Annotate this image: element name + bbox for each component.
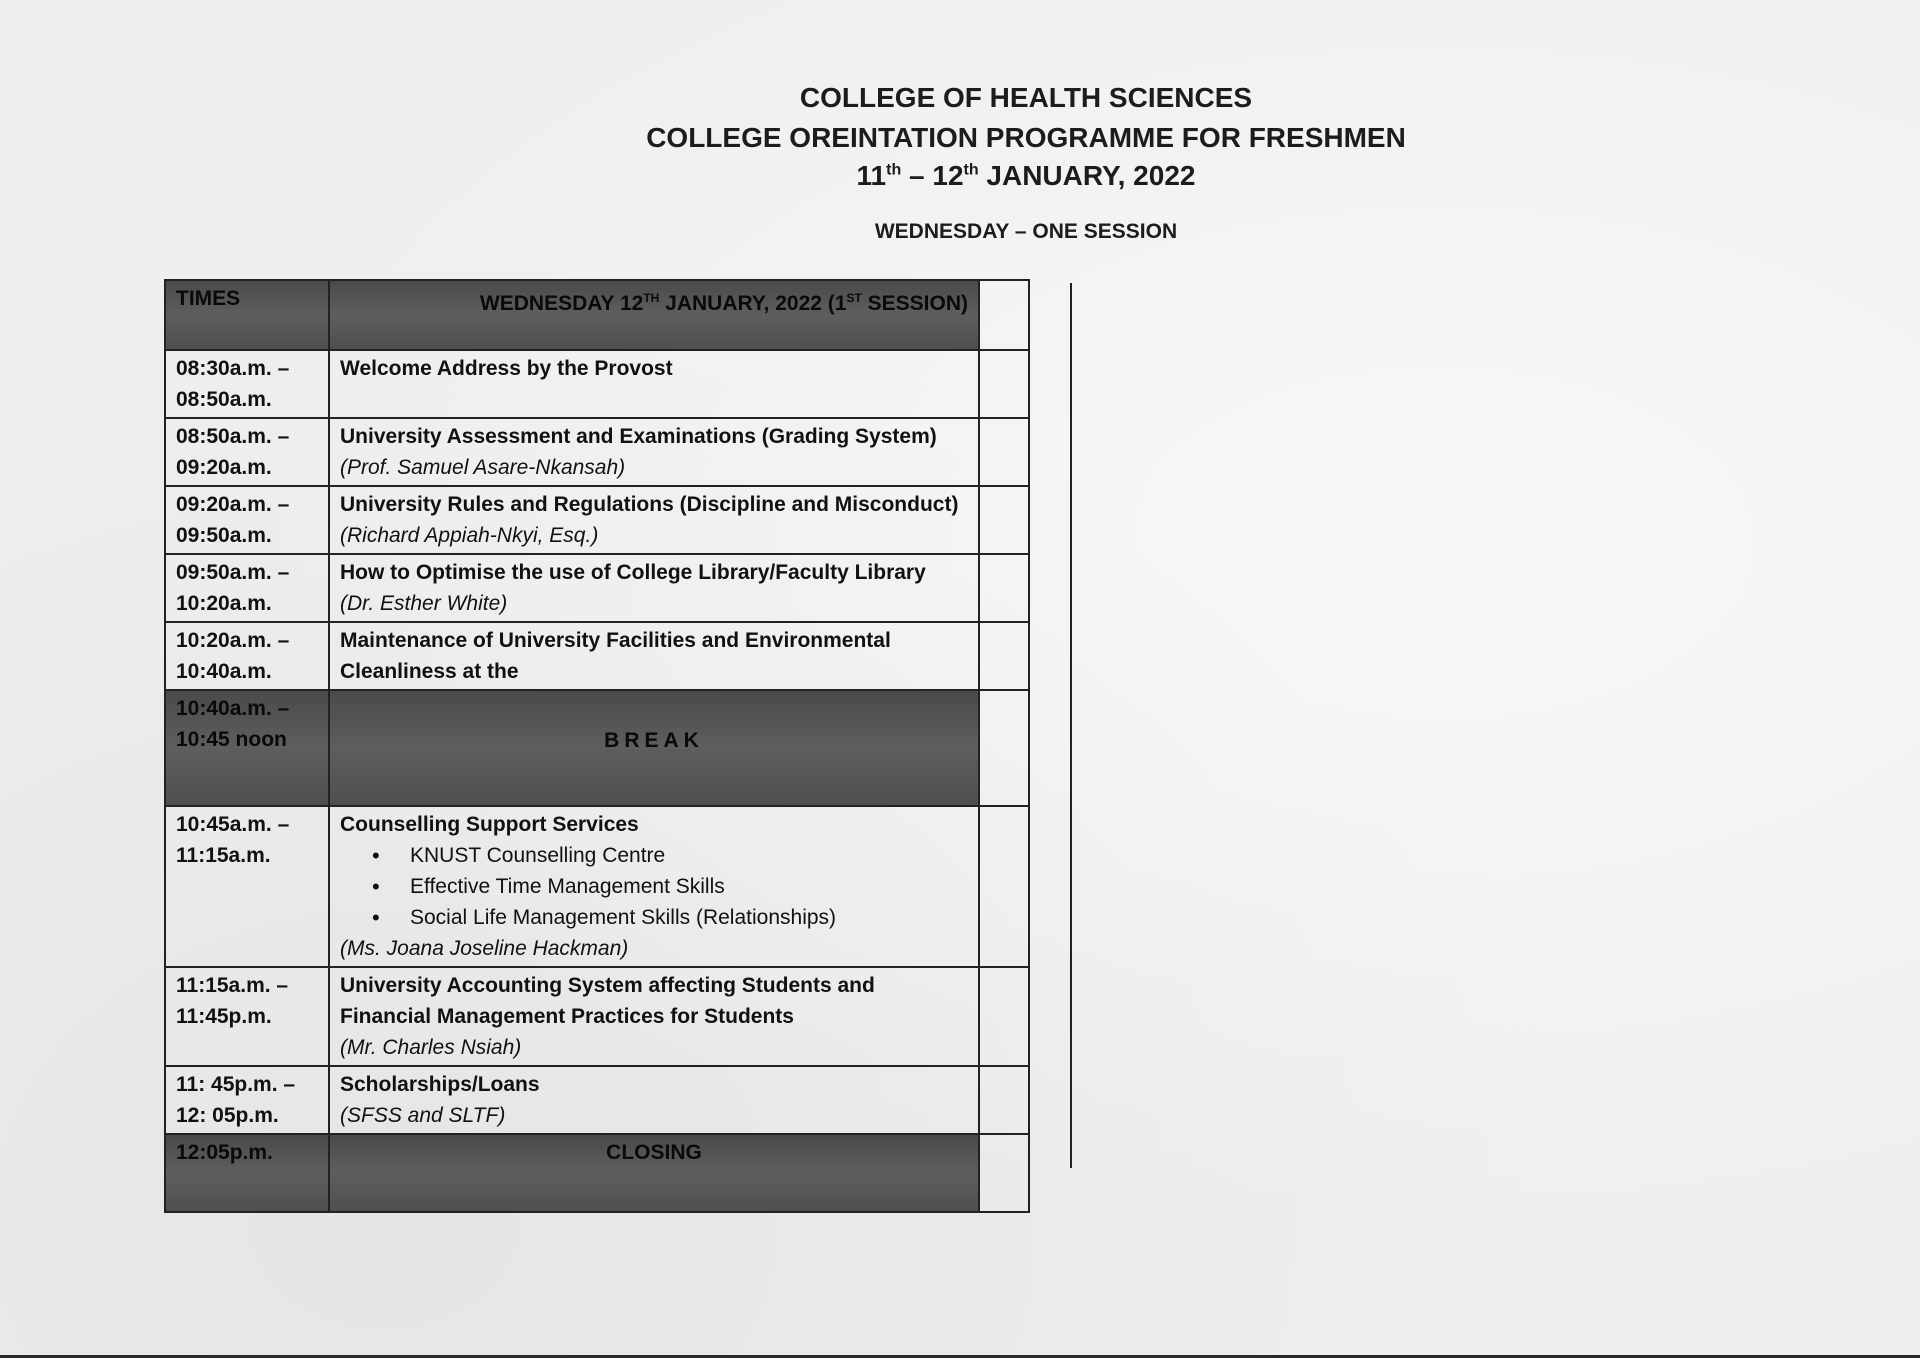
session-label: WEDNESDAY – ONE SESSION (874, 220, 1178, 243)
table-row (165, 350, 1029, 418)
list-item: • Effective Time Management Skills (410, 871, 968, 902)
table-row (165, 418, 1029, 486)
blank-column-cell (979, 554, 1029, 622)
table-row (165, 806, 1029, 967)
activity-cell: Maintenance of University Facilities and Environmental Cleanliness at the (329, 622, 979, 690)
blank-column-cell (979, 486, 1029, 554)
activity-cell: University Accounting System affecting Students and Financial Management Practices for Students (Mr. Charles Nsiah) (329, 967, 979, 1066)
time-cell: 08:30a.m. – 08:50a.m. (165, 350, 329, 418)
closing-label: CLOSING (329, 1134, 979, 1212)
table-row (165, 486, 1029, 554)
blank-column-cell (979, 418, 1029, 486)
time-cell: 09:50a.m. – 10:20a.m. (165, 554, 329, 622)
blank-column-cell (979, 690, 1029, 806)
blank-column-cell (979, 806, 1029, 967)
table-header-row (165, 280, 1029, 350)
activity-cell: Scholarships/Loans (SFSS and SLTF) (329, 1066, 979, 1134)
time-cell: 11:15a.m. – 11:45p.m. (165, 967, 329, 1066)
time-cell: 09:20a.m. – 09:50a.m. (165, 486, 329, 554)
activity-cell: Welcome Address by the Provost (329, 350, 979, 418)
vertical-rule (1070, 283, 1072, 1168)
blank-column-cell (979, 1066, 1029, 1134)
activity-cell: Counselling Support Services • KNUST Counselling Centre • Effective Time Management Skills • Social Life Management Skills (Relationships) (Ms. Joana Joseline Hackman) (329, 806, 979, 967)
college-name: COLLEGE OF HEALTH SCIENCES (799, 82, 1253, 113)
time-cell: 10:45a.m. – 11:15a.m. (165, 806, 329, 967)
table-row (165, 967, 1029, 1066)
programme-dates: 11th – 12th JANUARY, 2022 (856, 160, 1196, 191)
table-row (165, 554, 1029, 622)
programme-title: COLLEGE OREINTATION PROGRAMME FOR FRESHMEN (646, 122, 1406, 153)
blank-column-cell (979, 1134, 1029, 1212)
blank-column-cell (979, 280, 1029, 350)
time-cell: 11: 45p.m. – 12: 05p.m. (165, 1066, 329, 1134)
header-times: TIMES (165, 280, 329, 350)
blank-column-cell (979, 622, 1029, 690)
time-cell: 10:40a.m. – 10:45 noon (165, 690, 329, 806)
time-cell: 08:50a.m. – 09:20a.m. (165, 418, 329, 486)
break-label: BREAK (329, 690, 979, 806)
blank-column-cell (979, 350, 1029, 418)
closing-row (165, 1134, 1029, 1212)
table-row (165, 622, 1029, 690)
header-session-title: WEDNESDAY 12TH JANUARY, 2022 (1ST SESSION) (329, 280, 979, 350)
list-item: • Social Life Management Skills (Relationships) (410, 902, 968, 933)
time-cell: 10:20a.m. – 10:40a.m. (165, 622, 329, 690)
break-row (165, 690, 1029, 806)
table-row (165, 1066, 1029, 1134)
activity-cell: University Assessment and Examinations (Grading System) (Prof. Samuel Asare-Nkansah) (329, 418, 979, 486)
time-cell: 12:05p.m. (165, 1134, 329, 1212)
activity-cell: How to Optimise the use of College Library/Faculty Library (Dr. Esther White) (329, 554, 979, 622)
blank-column-cell (979, 967, 1029, 1066)
bullet-list (340, 840, 968, 933)
list-item: • KNUST Counselling Centre (410, 840, 968, 871)
schedule-table (164, 279, 1030, 1213)
activity-cell: University Rules and Regulations (Discipline and Misconduct) (Richard Appiah-Nkyi, Esq.) (329, 486, 979, 554)
